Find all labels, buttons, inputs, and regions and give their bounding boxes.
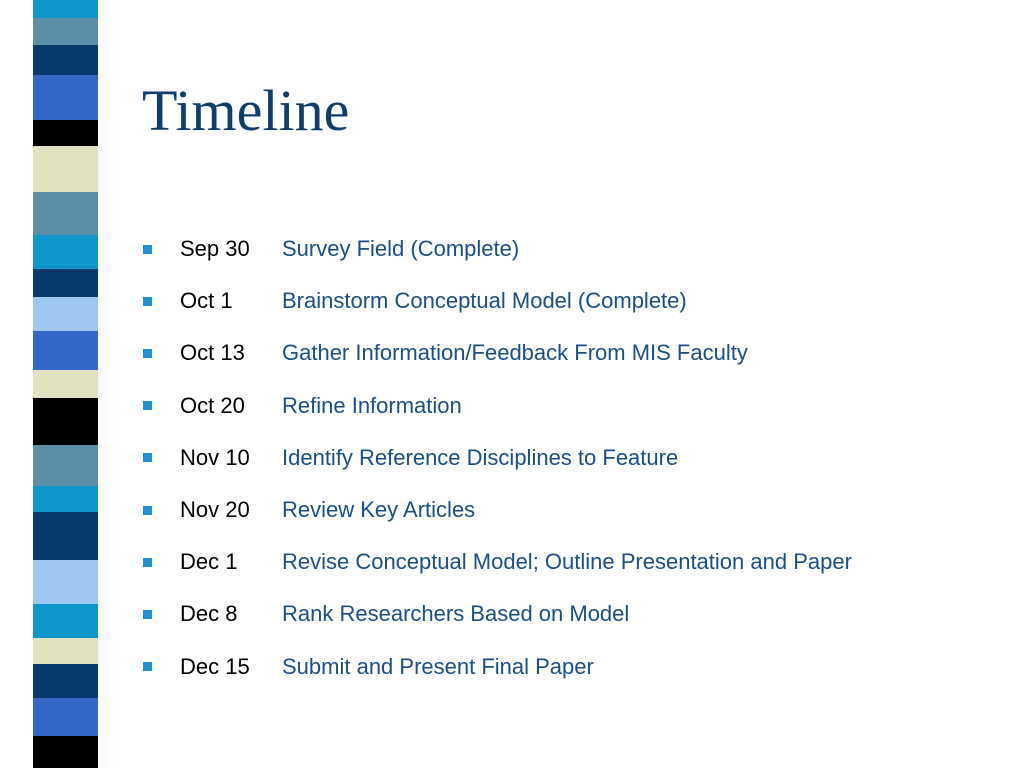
stripe-band <box>33 18 98 45</box>
timeline-date: Nov 10 <box>180 444 250 470</box>
timeline-item <box>143 588 852 640</box>
timeline-date: Oct 1 <box>180 288 233 314</box>
stripe-band <box>33 331 98 370</box>
stripe-band <box>33 0 98 18</box>
square-bullet-icon <box>143 349 152 358</box>
timeline-date: Oct 20 <box>180 392 245 418</box>
stripe-band <box>33 736 98 768</box>
timeline-item <box>143 432 852 484</box>
decorative-color-stripe <box>33 0 98 768</box>
timeline-list <box>143 223 852 693</box>
timeline-date: Dec 8 <box>180 601 238 627</box>
stripe-band <box>33 120 98 146</box>
stripe-band <box>33 75 98 120</box>
stripe-band <box>33 604 98 638</box>
timeline-item <box>143 223 852 275</box>
square-bullet-icon <box>143 245 152 254</box>
timeline-item <box>143 327 852 379</box>
stripe-band <box>33 192 98 235</box>
timeline-item <box>143 275 852 327</box>
stripe-band <box>33 698 98 736</box>
timeline-task: Gather Information/Feedback From MIS Faculty <box>282 340 748 366</box>
square-bullet-icon <box>143 662 152 671</box>
square-bullet-icon <box>143 453 152 462</box>
timeline-task: Identify Reference Disciplines to Feature <box>282 444 679 470</box>
stripe-band <box>33 146 98 192</box>
square-bullet-icon <box>143 610 152 619</box>
timeline-date: Dec 15 <box>180 653 250 679</box>
timeline-task: Rank Researchers Based on Model <box>282 601 630 627</box>
stripe-band <box>33 45 98 75</box>
stripe-band <box>33 297 98 331</box>
slide-title: Timeline <box>142 78 350 143</box>
stripe-band <box>33 398 98 445</box>
timeline-task: Submit and Present Final Paper <box>282 653 594 679</box>
stripe-band <box>33 445 98 486</box>
square-bullet-icon <box>143 401 152 410</box>
stripe-band <box>33 269 98 297</box>
timeline-task: Review Key Articles <box>282 497 476 523</box>
square-bullet-icon <box>143 558 152 567</box>
stripe-band <box>33 486 98 512</box>
stripe-band <box>33 560 98 604</box>
stripe-band <box>33 512 98 560</box>
timeline-item <box>143 380 852 432</box>
timeline-task: Revise Conceptual Model; Outline Presentation and Paper <box>282 549 852 575</box>
timeline-item <box>143 536 852 588</box>
timeline-task: Survey Field (Complete) <box>282 236 520 262</box>
stripe-band <box>33 370 98 398</box>
square-bullet-icon <box>143 297 152 306</box>
timeline-item <box>143 484 852 536</box>
stripe-band <box>33 664 98 698</box>
stripe-band <box>33 235 98 269</box>
timeline-date: Dec 1 <box>180 549 238 575</box>
stripe-band <box>33 638 98 664</box>
timeline-date: Oct 13 <box>180 340 245 366</box>
timeline-date: Sep 30 <box>180 236 250 262</box>
square-bullet-icon <box>143 506 152 515</box>
timeline-task: Brainstorm Conceptual Model (Complete) <box>282 288 687 314</box>
timeline-task: Refine Information <box>282 392 462 418</box>
timeline-item <box>143 641 852 693</box>
timeline-date: Nov 20 <box>180 497 250 523</box>
